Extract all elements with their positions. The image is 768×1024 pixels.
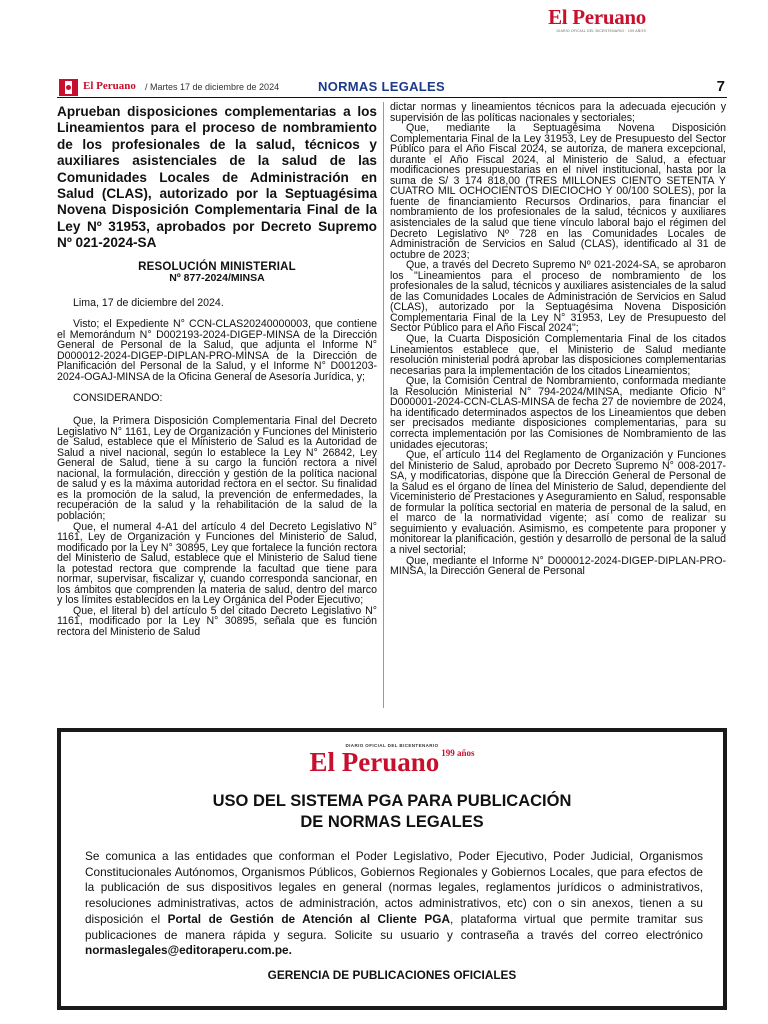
coat-of-arms-icon: [59, 79, 78, 96]
pga-notice-box: [57, 728, 727, 1010]
article-paragraph: dictar normas y lineamientos técnicos para la adecuada ejecución y supervisión de las políticas nacionales y sectoriales;: [390, 101, 726, 124]
article-paragraph: Que, el artículo 114 del Reglamento de Organización y Funciones del Ministerio de Salud, aprobado por Decreto Supremo N° 008-2017-SA, y modificatorias, dispone que la Dirección General de Personal de la Salud es el órgano de línea del Ministerio de Salud, dependiente del Viceministerio de Prestaciones y Aseguramiento en Salud, responsable de formular la política sectorial en materia de personal de la salud, en el marco de la normatividad vigente; así como de realizar su seguimiento y evaluación. Asimismo, es competente para proponer y monitorear la planificación, gestión y desarrollo de personal de la salud a nivel sectorial;: [390, 449, 726, 556]
article-paragraph: Que, mediante el Informe N° D000012-2024-DIGEP-DIPLAN-PRO-MINSA, la Dirección General de Personal: [390, 554, 726, 578]
header-section-title: NORMAS LEGALES: [318, 79, 445, 94]
column-divider: [383, 102, 384, 708]
page-header: [57, 78, 727, 98]
notice-body-text: Se comunica a las entidades que conforman el Poder Legislativo, Poder Ejecutivo, Poder Judicial, Organismos Constitucionales Autónomos, Organismos Públicos, Gobiernos Regionales y Gobiernos Locales, que para efectos de la publicación de sus dispositivos legales en general (normas legales, reglamentos jurídicos o administrativos, resoluciones administrativas, actos de administración, actos administrativos, etc) con o sin anexos, tienen a su disposición el: [85, 849, 703, 926]
resolution-number: Nº 877-2024/MINSA: [169, 271, 265, 284]
article-paragraph: Que, la Comisión Central de Nombramiento, conformada mediante la Resolución Ministerial N° 794-2024/MINSA, mediante Oficio N° D000001-2024-CCN-CLAS-MINSA de fecha 27 de noviembre de 2024, ha identificado determinados aspectos de los Lineamientos que deben ser precisados mediante disposiciones complementarias, para su correcta implementación por las Comisiones de Nombramiento de las unidades ejecutoras;: [390, 375, 726, 451]
notice-logo: [61, 743, 723, 776]
masthead-tagline: DIARIO OFICIAL DEL BICENTENARIO · 199 AÑOS: [556, 29, 646, 33]
notice-logo-name: El Peruano: [309, 747, 440, 777]
notice-heading-line: USO DEL SISTEMA PGA PARA PUBLICACIÓN: [212, 792, 572, 810]
notice-footer: GERENCIA DE PUBLICACIONES OFICIALES: [267, 968, 517, 982]
notice-portal-name: Portal de Gestión de Atención al Cliente PGA: [167, 911, 450, 926]
header-brand: El Peruano: [83, 80, 136, 92]
top-masthead-logo: [548, 6, 646, 33]
notice-heading-line: DE NORMAS LEGALES: [300, 813, 484, 831]
article-paragraph: Que, a través del Decreto Supremo Nº 021-2024-SA, se aprobaron los "Lineamientos para el proceso de nombramiento de los profesionales de la salud, técnicos y auxiliares asistenciales de la salud de las Comunidades Locales de Administración de Servicios en Salud (CLAS), autorizado por la Septuagésima Novena Disposición Complementaria Final de la Ley N° 31953, Ley de Presupuesto del Sector Público para el Año Fiscal 2024";: [390, 259, 726, 335]
article-paragraph: Que, mediante la Septuagésima Novena Disposición Complementaria Final de la Ley 31953, Ley de Presupuesto del Sector Público para el Año Fiscal 2024, se autoriza, de manera excepcional, durante el Año Fiscal 2024, al Ministerio de Salud, a efectuar modificaciones presupuestarias en el nivel institucional, hasta por la suma de S/ 3 174 818,00 (TRES MILLONES CIENTO SETENTA Y CUATRO MIL OCHOCIENTOS DIECIOCHO Y 00/100 SOLES), por la fuente de financiamiento Recursos Ordinarios, para financiar el nombramiento de los profesionales de la salud, técnicos y auxiliares asistenciales de la salud que tiene vínculo laboral bajo el régimen del Decreto Legislativo Nº 728 en las Comunidades Locales de Administración de Servicios en Salud (CLAS), identificado al 31 de octubre de 2023;: [390, 122, 726, 261]
notice-email-link[interactable]: normaslegales@editoraperu.com.pe.: [85, 943, 292, 958]
page-number: 7: [716, 78, 725, 95]
header-date: / Martes 17 de diciembre de 2024: [145, 82, 280, 92]
article-paragraph: Que, el numeral 4-A1 del artículo 4 del Decreto Legislativo N° 1161, Ley de Organización y Funciones del Ministerio de Salud, modificado por la Ley N° 30895, Ley que fortalece la función rectora del Ministerio de Salud, establece que el Ministerio de Salud tiene la potestad rectora que comprende la facultad que tiene para normar, supervisar, fiscalizar y, cuando corresponda sancionar, en los ámbitos que comprenden la materia de salud, dentro del marco y los límites establecidos en la Ley Orgánica del Poder Ejecutivo;: [57, 520, 377, 607]
notice-bicentennial-label: DIARIO OFICIAL DEL BICENTENARIO: [345, 743, 439, 748]
masthead-name: El Peruano: [548, 5, 646, 29]
article-title: Aprueban disposiciones complementarias a los Lineamientos para el proceso de nombramiento de los profesionales de la salud, técnicos y auxiliares asistenciales de la salud de las Comunidades Locales de Administración en Salud (CLAS), autorizado por la Septuagésima Novena Disposición Complementaria Final de la Ley Nº 31953, aprobados por Decreto Supremo Nº 021-2024-SA: [57, 104, 377, 251]
notice-years-badge: 199 años: [441, 748, 475, 758]
article-paragraph: Visto; el Expediente N° CCN-CLAS20240000003, que contiene el Memorándum N° D002193-2024-DIGEP-MINSA de la Dirección General de Personal de la Salud, que adjunta el Informe N° D000012-2024-DIGEP-DIPLAN-PRO-MINSA de la Dirección de Planificación del Personal de la Salud, y el Informe N° D001203-2024-OGAJ-MINSA de la Oficina General de Asesoría Jurídica, y;: [57, 318, 377, 383]
article-paragraph: Que, el literal b) del artículo 5 del citado Decreto Legislativo N° 1161, modificado por la Ley N° 30895, señala que es función rectora del Ministerio de Salud: [57, 604, 377, 638]
article-paragraph: Que, la Cuarta Disposición Complementaria Final de los citados Lineamientos establece que, el Ministerio de Salud mediante resolución ministerial podrá aprobar las disposiciones complementarias necesarias para la implementación de los citados Lineamientos;: [390, 333, 726, 377]
article-left-column: [57, 104, 377, 638]
resolution-label: RESOLUCIÓN MINISTERIAL: [138, 260, 296, 273]
article-paragraph: Que, la Primera Disposición Complementaria Final del Decreto Legislativo N° 1161, Ley de Organización y Funciones del Ministerio de Salud, establece que el Ministerio de Salud es la Autoridad de Salud a nivel nacional, según lo establece la Ley N° 26842, Ley General de Salud, tiene a su cargo la función rectora a nivel nacional, la formulación, dirección y gestión de la política nacional de salud y es la máxima autoridad rectora en el sector. Su finalidad es la promoción de la salud, la prevención de enfermedades, la recuperación de la salud y la rehabilitación de la salud de la población;: [57, 415, 377, 522]
notice-heading: [61, 791, 723, 833]
article-paragraph: CONSIDERANDO:: [73, 392, 163, 405]
notice-body: [85, 849, 703, 959]
article-right-column: [390, 102, 726, 577]
article-paragraph: Lima, 17 de diciembre del 2024.: [73, 296, 224, 309]
notice-body-text: , plataforma virtual que permite tramitar sus publicaciones de manera rápida y segura. Solicite su usuario y contraseña a través del correo electrónico: [85, 911, 703, 942]
